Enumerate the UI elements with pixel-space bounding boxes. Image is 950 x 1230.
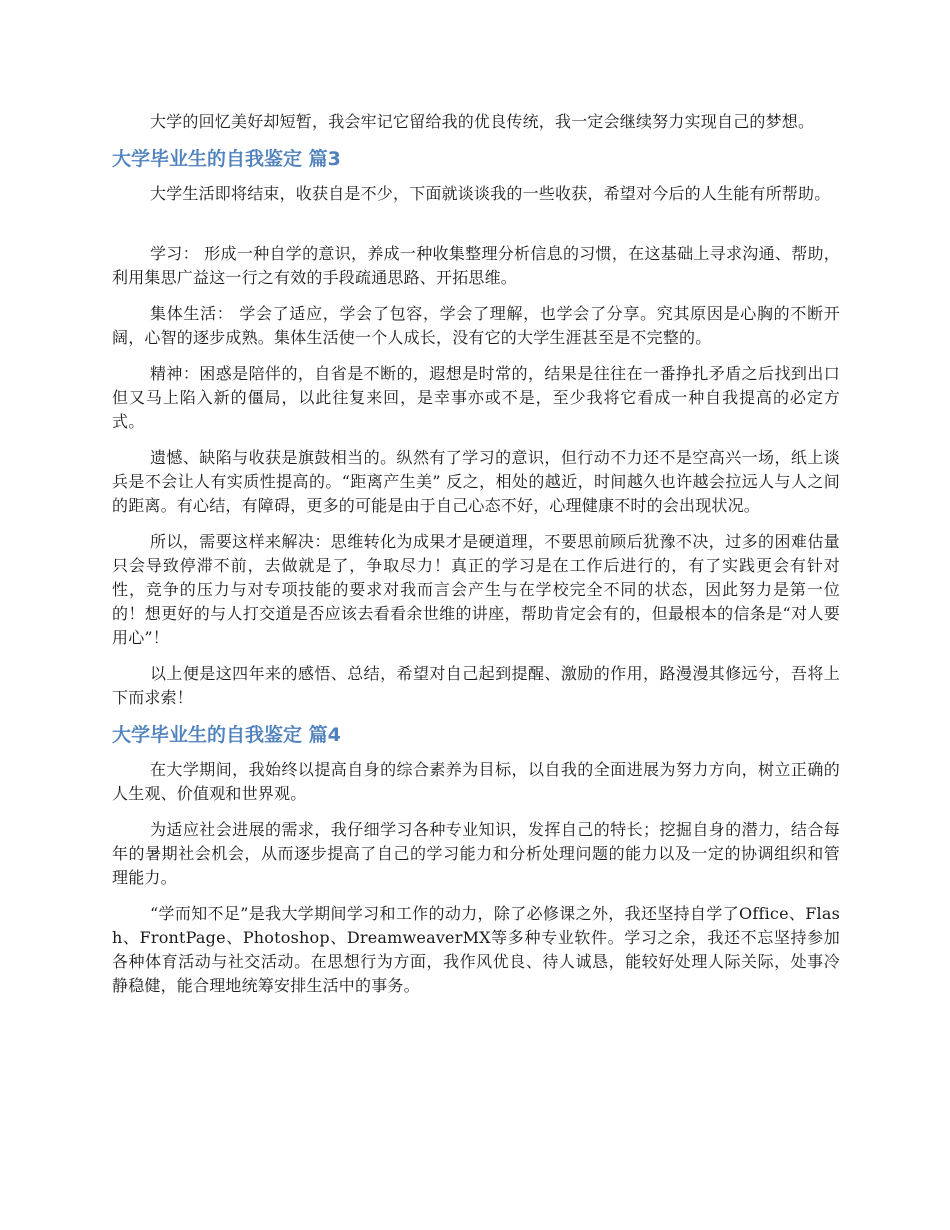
document-page <box>112 110 840 1010</box>
section-3-title: 大学毕业生的自我鉴定 篇3 <box>112 148 341 170</box>
section-3-intro: 大学生活即将结束，收获自是不少，下面就谈谈我的一些收获，希望对今后的人生能有所帮助。 <box>150 184 831 203</box>
section-3-paragraph-collective-life: 集体生活： 学会了适应，学会了包容，学会了理解，也学会了分享。究其原因是心胸的不断开阔，心智的逐步成熟。集体生活使一个人成长，没有它的大学生涯甚至是不完整的。 <box>112 304 840 347</box>
section-4-title: 大学毕业生的自我鉴定 篇4 <box>112 724 341 746</box>
paragraph-spacer <box>112 218 840 242</box>
section-3-paragraph-spirit: 精神：困惑是陪伴的，自省是不断的，遐想是时常的，结果是往往在一番挣扎矛盾之后找到出口但又马上陷入新的僵局，以此往复来回，是幸事亦或不是，至少我将它看成一种自我提高的必定方式。 <box>112 364 840 431</box>
section-3-paragraph-summary: 以上便是这四年来的感悟、总结，希望对自己起到提醒、激励的作用，路漫漫其修远兮，吾将上下而求索！ <box>112 664 840 707</box>
section-4-paragraph-skills: 为适应社会进展的需求，我仔细学习各种专业知识，发挥自己的特长；挖掘自身的潜力，结合每年的暑期社会机会，从而逐步提高了自己的学习能力和分析处理问题的能力以及一定的协调组织和管理能力。 <box>112 820 840 887</box>
section-3-paragraph-regrets: 遗憾、缺陷与收获是旗鼓相当的。纵然有了学习的意识，但行动不力还不是空高兴一场，纸上谈兵是不会让人有实质性提高的。“距离产生美” 反之，相处的越近，时间越久也许越会拉远人与人之间的距离。有心结，有障碍，更多的可能是由于自己心态不好，心理健康不时的会出现状况。 <box>112 448 840 515</box>
section-3-paragraph-solution: 所以，需要这样来解决：思维转化为成果才是硬道理，不要思前顾后犹豫不决，过多的困难估量只会导致停滞不前，去做就是了，争取尽力！真正的学习是在工作后进行的，有了实践更会有针对性，竞争的压力与对专项技能的要求对我而言会产生与在学校完全不同的状态，因此努力是第一位的！想更好的与人打交道是否应该去看看余世维的讲座，帮助肯定会有的，但最根本的信条是“对人要用心”！ <box>112 532 840 647</box>
section-4-paragraph-goal: 在大学期间，我始终以提高自身的综合素养为目标，以自我的全面进展为努力方向，树立正确的人生观、价值观和世界观。 <box>112 760 840 803</box>
closing-paragraph: 大学的回忆美好却短暂，我会牢记它留给我的优良传统，我一定会继续努力实现自己的梦想。 <box>150 112 815 131</box>
section-3-paragraph-study: 学习： 形成一种自学的意识，养成一种收集整理分析信息的习惯，在这基础上寻求沟通、帮助，利用集思广益这一行之有效的手段疏通思路、开拓思维。 <box>112 244 840 287</box>
section-4-paragraph-self-study: “学而知不足”是我大学期间学习和工作的动力，除了必修课之外，我还坚持自学了Office、Flash、FrontPage、Photoshop、DreamweaverMX等多种专业软件。学习之余，我还不忘坚持参加各种体育活动与社交活动。在思想行为方面，我作风优良、待人诚恳，能较好处理人际关际，处事冷静稳健，能合理地统筹安排生活中的事务。 <box>112 904 840 995</box>
